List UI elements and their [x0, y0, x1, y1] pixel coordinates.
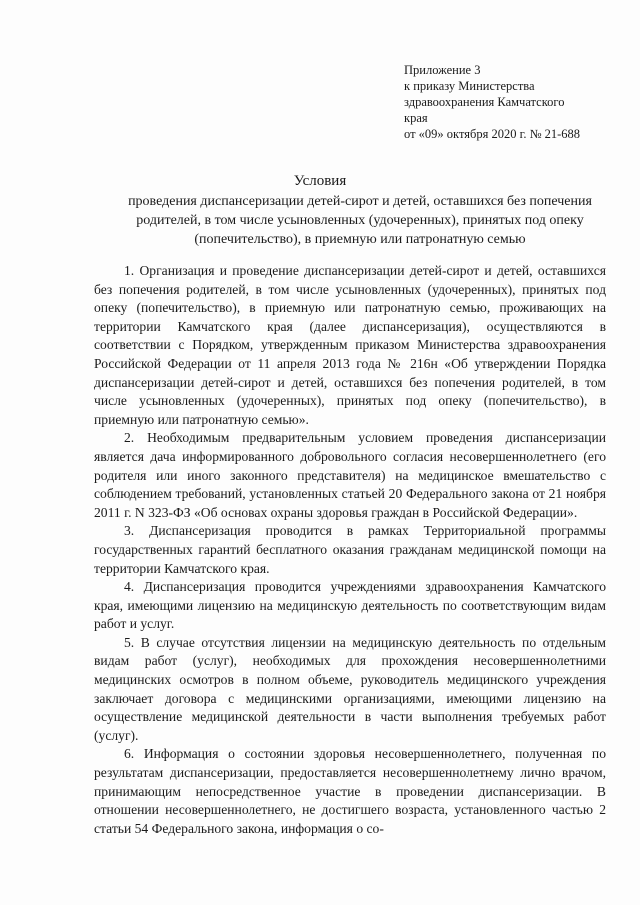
document-subtitle: проведения диспансеризации детей-сирот и детей, оставшихся без попечения родителей, в том числе усыновленных (удочеренных), принятых под опеку (попечительство), в приемную или патронатную семью	[128, 194, 592, 247]
paragraph-6: 6. Информация о состоянии здоровья несовершеннолетнего, полученная по результатам диспансеризации, предоставляется несовершеннолетнему лично врачом, принимающим непосредственное участие в проведении диспансеризации. В отношении несовершеннолетнего, не достигшего возраста, установленного частью 2 статьи 54 Федерального закона, информация о со-	[94, 746, 606, 836]
appendix-line: Приложение 3	[404, 63, 481, 77]
paragraph-5: 5. В случае отсутствия лицензии на медицинскую деятельность по отдельным видам работ (услуг), необходимых для прохождения несовершеннолетними медицинских осмотров в полном объеме, руководитель медицинского учреждения заключает договора с медицинскими организациями, имеющими лицензию на осуществление медицинской деятельности в части выполнения требуемых работ (услуг).	[94, 634, 606, 743]
document-body	[94, 262, 606, 838]
paragraph-1: 1. Организация и проведение диспансеризации детей-сирот и детей, оставшихся без попечения родителей, в том числе усыновленных (удочеренных), принятых под опеку (попечительство), в приемную или патронатную семью, проживающих на территории Камчатского края (далее диспансеризация), осуществляются в соответствии с Порядком, утвержденным приказом Министерства здравоохранения Российской Федерации от 11 апреля 2013 года № 216н «Об утверждении Порядка диспансеризации детей-сирот и детей, оставшихся без попечения родителей, в том числе усыновленных (удочеренных), принятых под опеку (попечительство), в приемную или патронатную семью».	[94, 263, 606, 427]
paragraph-3: 3. Диспансеризация проводится в рамках Территориальной программы государственных гарантий бесплатного оказания гражданам медицинской помощи на территории Камчатского края.	[94, 523, 606, 576]
document-title: Условия	[293, 173, 347, 189]
appendix-line: здравоохранения Камчатского	[404, 95, 565, 109]
appendix-header	[404, 62, 604, 142]
paragraph-4: 4. Диспансеризация проводится учреждениями здравоохранения Камчатского края, имеющими лицензию на медицинскую деятельность по соответствующим видам работ и услуг.	[94, 579, 606, 632]
appendix-line: края	[404, 111, 428, 125]
appendix-line: к приказу Министерства	[404, 79, 535, 93]
paragraph-2: 2. Необходимым предварительным условием проведения диспансеризации является дача информированного добровольного согласия несовершеннолетнего (его родителя или иного законного представителя) на медицинское вмешательство с соблюдением требований, установленных статьей 20 Федерального закона от 21 ноября 2011 г. N 323-ФЗ «Об основах охраны здоровья граждан в Российской Федерации».	[94, 430, 606, 520]
appendix-date-line: от «09» октября 2020 г. № 21-688	[404, 127, 581, 141]
